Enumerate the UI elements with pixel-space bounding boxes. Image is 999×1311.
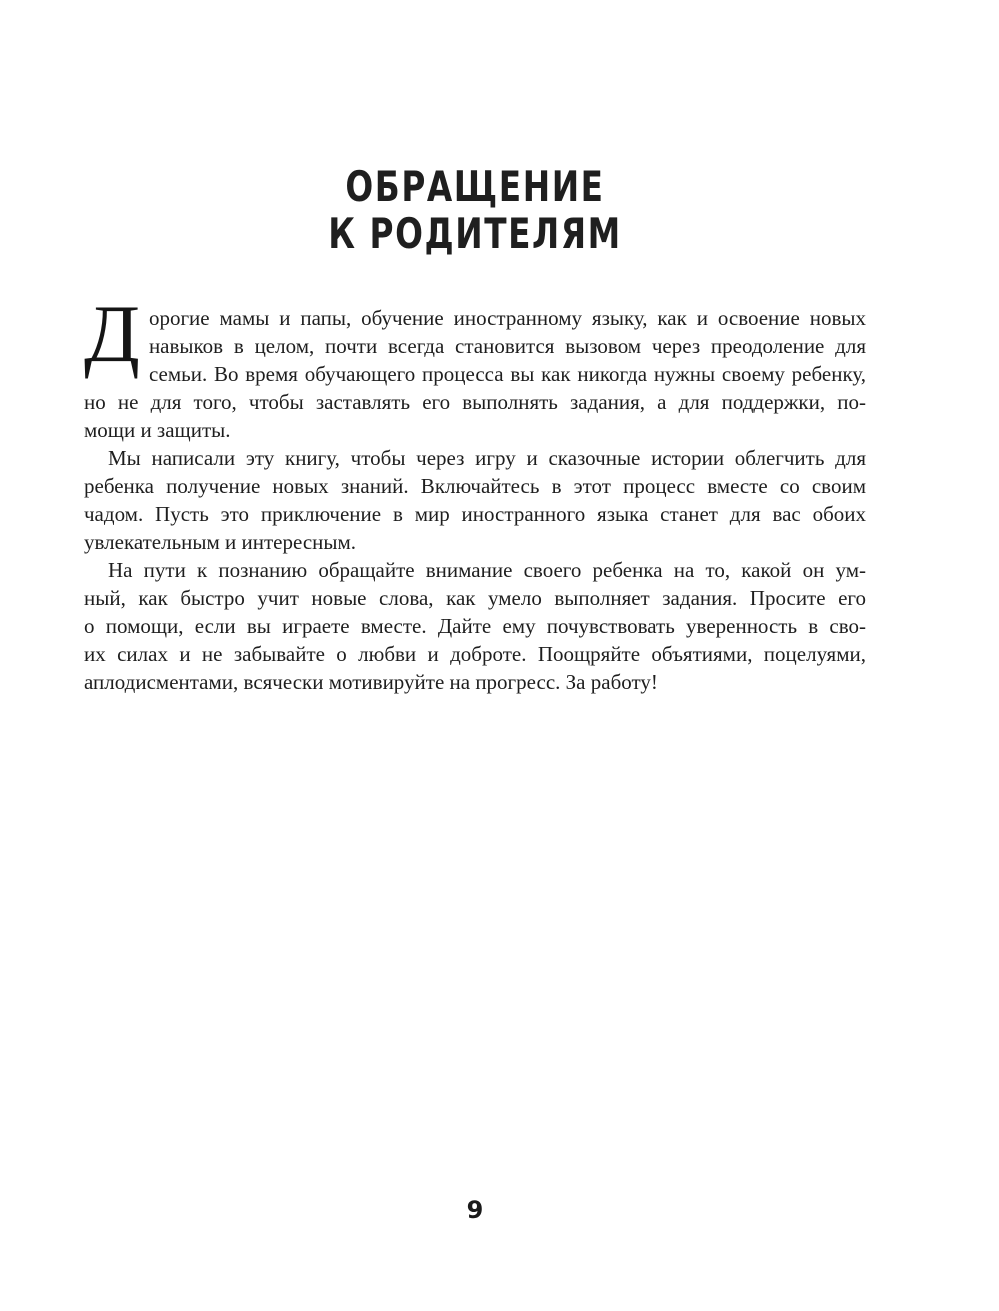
chapter-title-line-1: ОБРАЩЕНИЕ	[345, 162, 605, 211]
text-line: семьи. Во время обучающего процесса вы как никогда нужны своему ребенку,	[148, 362, 866, 386]
text-line: орогие мамы и папы, обучение иностранному языку, как и освоение новых	[148, 306, 866, 330]
text-line: ребенка получение новых знаний. Включайтесь в этот процесс вместе со своим	[84, 474, 866, 498]
text-line: Мы написали эту книгу, чтобы через игру и сказочные истории облегчить для	[108, 446, 866, 470]
page-number: 9	[466, 1196, 484, 1224]
text-line: о помощи, если вы играете вместе. Дайте ему почувствовать уверенность в сво-	[84, 614, 866, 638]
text-line: мощи и защиты.	[84, 418, 231, 442]
body-text	[84, 288, 866, 696]
drop-cap: Д	[84, 288, 140, 379]
text-line: ный, как быстро учит новые слова, как умело выполняет задания. Просите его	[84, 586, 866, 610]
paragraph	[84, 556, 866, 696]
paragraph	[84, 444, 866, 556]
chapter-title	[84, 163, 866, 257]
text-line: навыков в целом, почти всегда становится вызовом через преодоление для	[148, 334, 866, 358]
text-line: увлекательным и интересным.	[84, 530, 357, 554]
text-line: чадом. Пусть это приключение в мир иностранного языка станет для вас обоих	[84, 502, 866, 526]
chapter-title-line-2: К РОДИТЕЛЯМ	[328, 209, 622, 258]
text-line: но не для того, чтобы заставлять его выполнять задания, а для поддержки, по-	[84, 390, 866, 414]
text-line: На пути к познанию обращайте внимание своего ребенка на то, какой он ум-	[108, 558, 866, 582]
paragraph	[84, 288, 866, 444]
text-line: их силах и не забывайте о любви и доброте. Поощряйте объятиями, поцелуями,	[84, 642, 866, 666]
text-line: аплодисментами, всячески мотивируйте на прогресс. За работу!	[84, 670, 658, 694]
